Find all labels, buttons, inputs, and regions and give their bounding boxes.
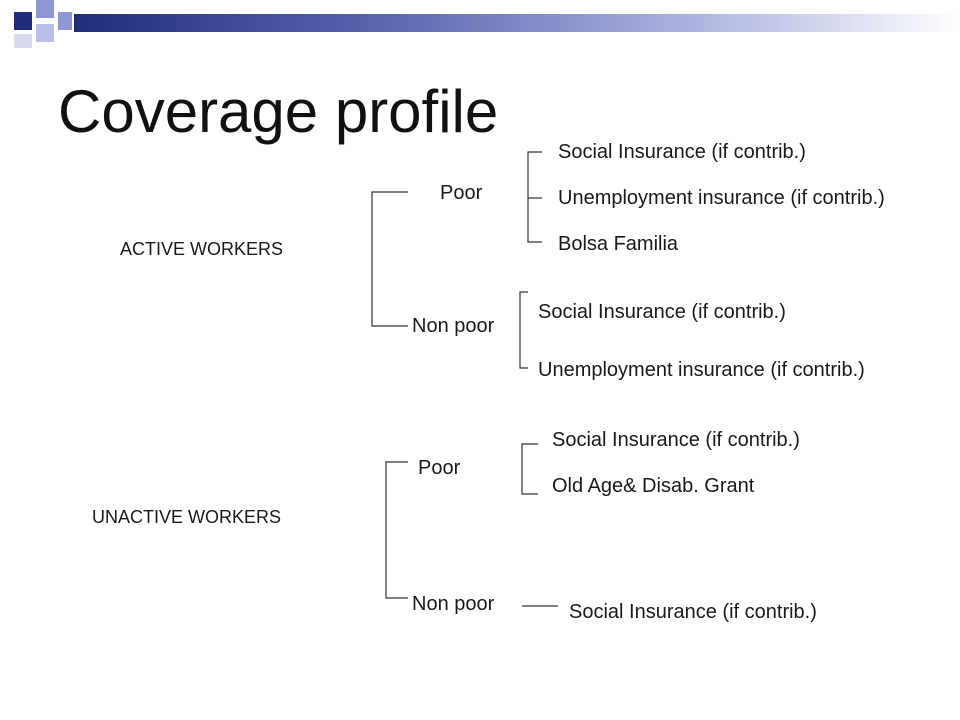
unactive-poor-item: Social Insurance (if contrib.)	[552, 429, 800, 451]
active-nonpoor-label: Non poor	[412, 315, 495, 337]
unactive-nonpoor-item: Social Insurance (if contrib.)	[569, 601, 817, 623]
active-workers-label: ACTIVE WORKERS	[120, 239, 284, 259]
unactive-workers-label: UNACTIVE WORKERS	[92, 507, 282, 527]
active-nonpoor-item: Unemployment insurance (if contrib.)	[538, 359, 865, 381]
unactive-nonpoor-label: Non poor	[412, 593, 495, 615]
active-nonpoor-bracket	[520, 292, 528, 368]
active-poor-label: Poor	[440, 182, 483, 204]
active-poor-item: Unemployment insurance (if contrib.)	[558, 187, 885, 209]
unactive-workers-bracket	[386, 462, 408, 598]
active-nonpoor-item: Social Insurance (if contrib.)	[538, 301, 786, 323]
active-poor-bracket	[528, 152, 542, 242]
active-poor-item: Social Insurance (if contrib.)	[558, 141, 806, 163]
slide-title: Coverage profile	[58, 78, 499, 145]
unactive-poor-label: Poor	[418, 457, 461, 479]
unactive-poor-bracket	[522, 444, 538, 494]
active-workers-bracket	[372, 192, 408, 326]
unactive-poor-item: Old Age& Disab. Grant	[552, 475, 755, 497]
active-poor-item: Bolsa Familia	[558, 233, 679, 255]
